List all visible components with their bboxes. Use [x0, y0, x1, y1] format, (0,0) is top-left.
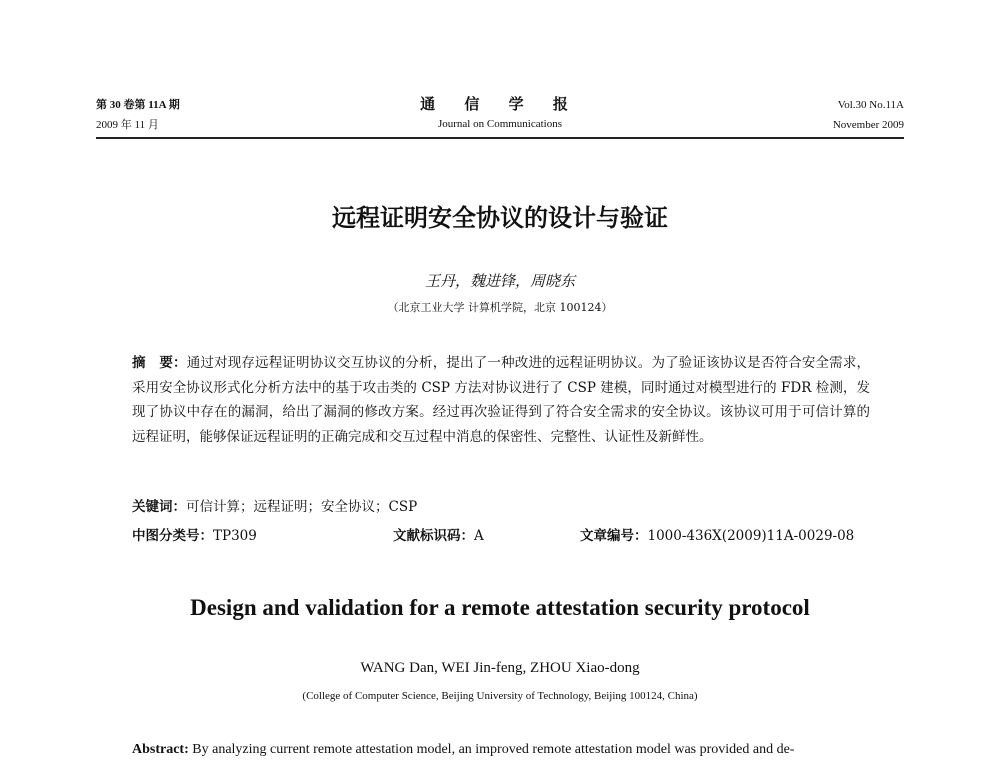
- article-number: [580, 524, 854, 544]
- paper-title-cn: 远程证明安全协议的设计与验证: [332, 204, 668, 232]
- doc-code-label: 文献标识码：: [393, 528, 474, 544]
- header-volume-info: [833, 95, 904, 135]
- authors-en: WANG Dan, WEI Jin-feng, ZHOU Xiao-dong: [360, 660, 640, 676]
- abstract-en-text: By analyzing current remote attestation model, an improved remote attestation model was provided and de-: [192, 742, 795, 757]
- article-number-label: 文章编号：: [580, 528, 648, 544]
- clc-label: 中图分类号：: [132, 528, 213, 544]
- clc-number: [132, 524, 257, 544]
- abstract-en: [132, 742, 892, 758]
- keywords-cn-label: 关键词：: [132, 499, 186, 515]
- header-date-en: November 2009: [832, 119, 904, 131]
- paper-title-en: Design and validation for a remote attestation security protocol: [190, 595, 810, 620]
- affiliation-en: (College of Computer Science, Beijing University of Technology, Beijing 100124, China): [302, 690, 698, 702]
- abstract-cn-text: 通过对现存远程证明协议交互协议的分析，提出了一种改进的远程证明协议。为了验证该协议是否符合安全需求，采用安全协议形式化分析方法中的基于攻击类的 CSP 方法对协议进行了 CSP 建模，同时通过对模型进行的 FDR 检测，发现了协议中存在的漏洞，给出了漏洞的修改方案。经过再次验证得到了符合安全需求的安全协议。该协议可用于可信计算的远程证明，能够保证远程证明的正确完成和交互过程中消息的保密性、完整性、认证性及新鲜性。: [132, 355, 871, 445]
- header-volume-en: Vol.30 No.11A: [837, 99, 904, 111]
- abstract-cn: [132, 351, 870, 449]
- abstract-cn-label: 摘 要：: [132, 355, 187, 371]
- journal-name-cn: 通 信 学 报: [420, 95, 580, 113]
- header-rule: [96, 137, 904, 139]
- header-date-cn: 2009 年 11 月: [96, 119, 159, 131]
- keywords-cn-text: 可信计算；远程证明；安全协议；CSP: [186, 499, 418, 515]
- clc-value: TP309: [213, 528, 257, 544]
- doc-code-value: A: [474, 528, 484, 544]
- abstract-en-label: Abstract:: [132, 742, 189, 757]
- document-code: [393, 524, 484, 544]
- header-volume-issue: 第 30 卷第 11A 期: [96, 99, 180, 111]
- journal-name-en: Journal on Communications: [437, 118, 563, 130]
- article-number-value: 1000-436X(2009)11A-0029-08: [647, 528, 855, 544]
- authors-cn: 王丹，魏进锋，周晓东: [424, 272, 575, 290]
- keywords-cn: [132, 495, 417, 515]
- affiliation-cn: （北京工业大学 计算机学院，北京 100124）: [387, 301, 613, 314]
